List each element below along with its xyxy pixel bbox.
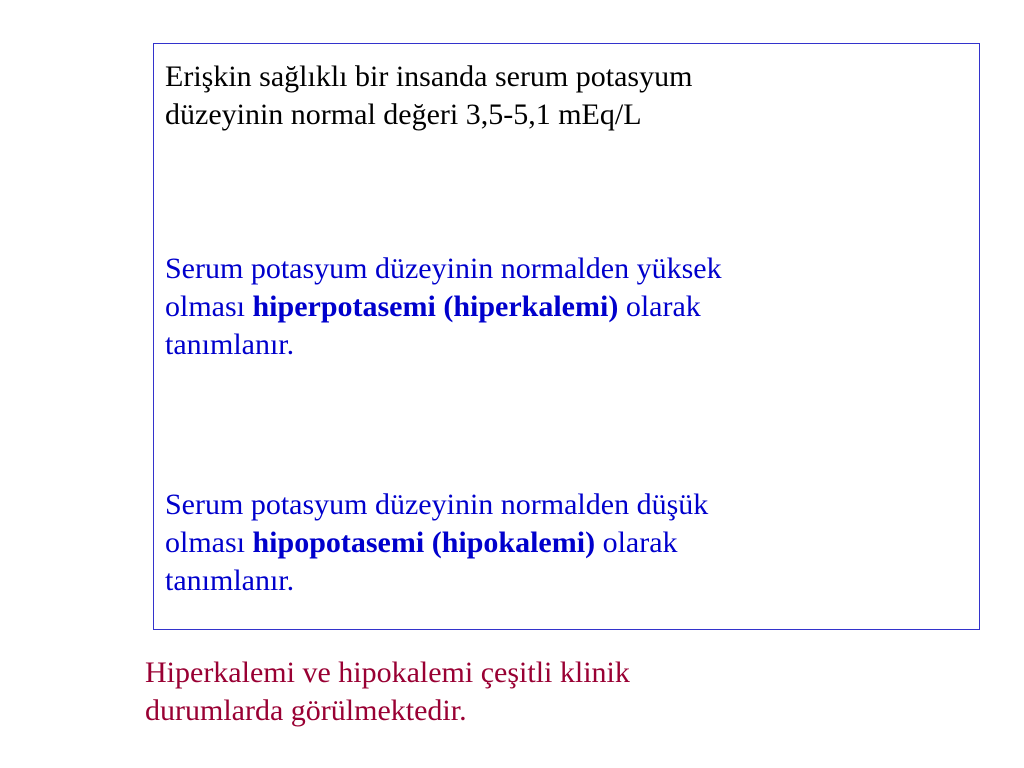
hyper-prefix: olması [165,290,253,323]
hypo-close-paren: ) [585,526,596,559]
footer-line-1: Hiperkalemi ve hipokalemi çeşitli klinik [145,656,630,689]
hypokalemia-paragraph [165,486,945,600]
hyper-term-hiperkalemi: hiperkalemi [453,290,609,323]
hyper-open-paren: ( [435,290,454,323]
normal-value-paragraph [165,58,925,134]
hyper-term-hiperpotasemi: hiperpotasemi [252,290,436,323]
hyper-line-1: Serum potasyum düzeyinin normalden yüksek [165,252,722,285]
hyper-suffix: olarak [618,290,701,323]
hyperkalemia-paragraph [165,250,945,364]
normal-value-line-1: Erişkin sağlıklı bir insanda serum potasyum [165,60,693,93]
footer-note [145,654,845,730]
hypo-suffix: olarak [595,526,678,559]
hypo-line-1: Serum potasyum düzeyinin normalden düşük [165,488,709,521]
footer-line-2: durumlarda görülmektedir. [145,694,467,727]
hypo-line-3: tanımlanır. [165,564,295,597]
normal-value-line-2: düzeyinin normal değeri 3,5-5,1 mEq/L [165,98,642,131]
hypo-term-hipopotasemi: hipopotasemi [252,526,425,559]
hypo-prefix: olması [165,526,253,559]
hypo-open-paren: ( [424,526,442,559]
hypo-term-hipokalemi: hipokalemi [441,526,586,559]
hyper-line-3: tanımlanır. [165,328,295,361]
hypo-line-2 [165,524,945,562]
hyper-line-2 [165,288,945,326]
hyper-close-paren: ) [608,290,619,323]
